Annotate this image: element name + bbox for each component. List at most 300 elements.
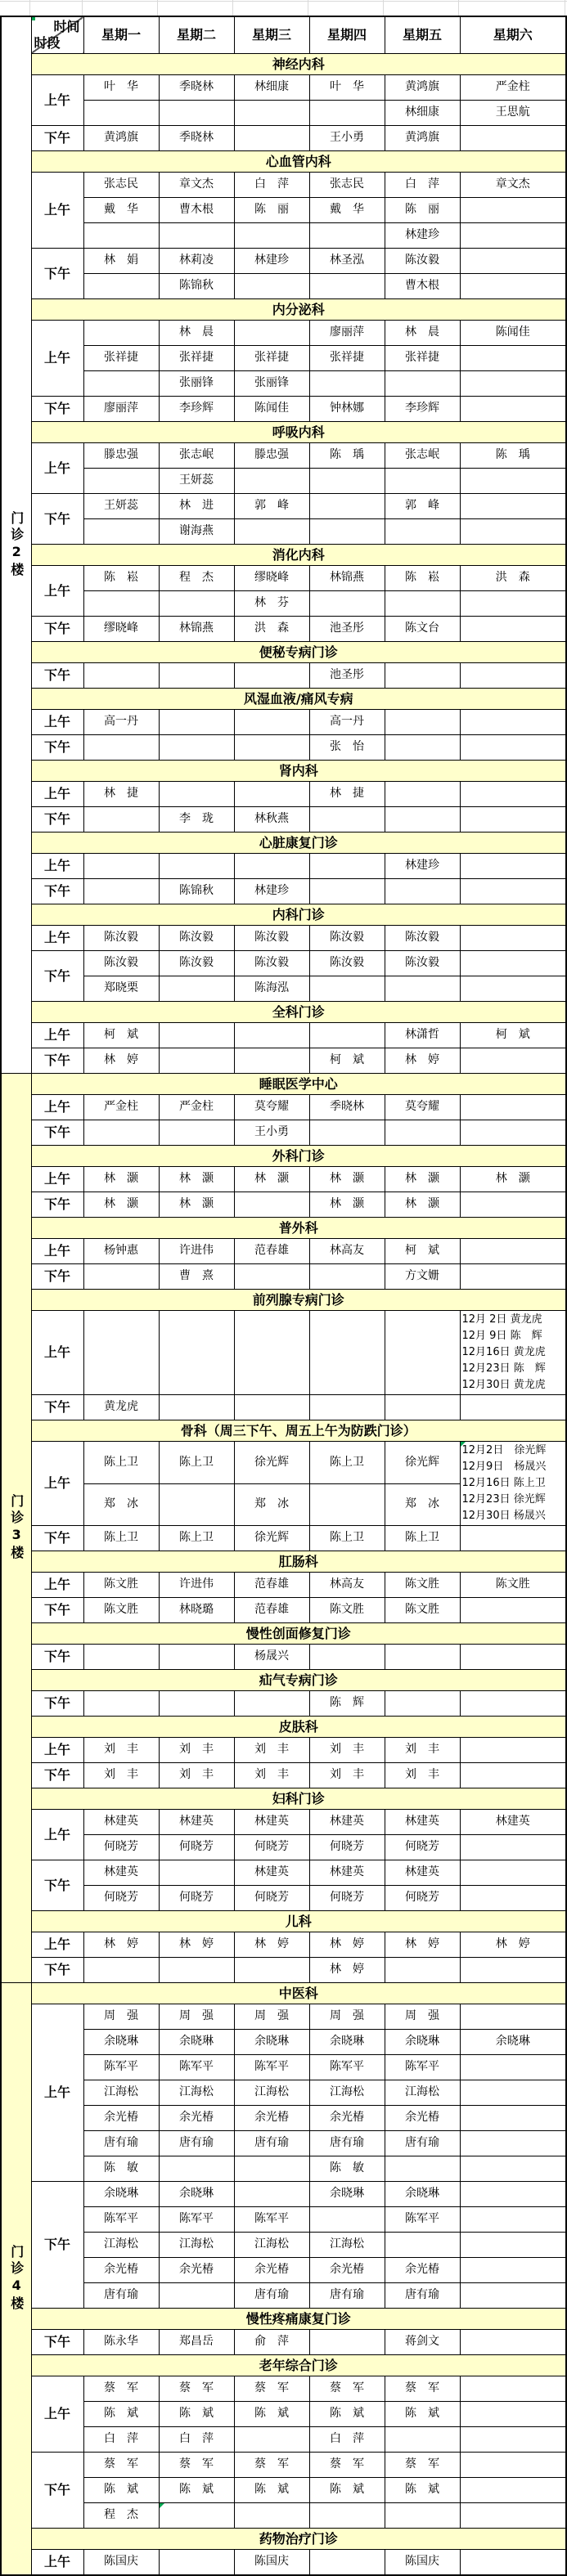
schedule-cell[interactable]: 江海松	[83, 2233, 159, 2258]
schedule-cell[interactable]	[83, 1311, 159, 1395]
time-slot-am[interactable]: 上午	[31, 782, 83, 807]
schedule-cell[interactable]: 陈上卫	[159, 1526, 234, 1551]
schedule-cell[interactable]: 林 婷	[83, 1932, 159, 1958]
schedule-cell[interactable]: 陈汝毅	[83, 926, 159, 951]
schedule-cell[interactable]: 陈汝毅	[385, 951, 460, 976]
schedule-cell[interactable]: 余晓琳	[385, 2030, 460, 2055]
schedule-cell[interactable]: 黄鸿旗	[385, 126, 460, 151]
schedule-cell[interactable]: 高一丹	[309, 710, 385, 735]
schedule-cell[interactable]: 唐有瑜	[309, 2283, 385, 2309]
schedule-cell[interactable]: 林 娟	[83, 249, 159, 274]
schedule-cell[interactable]: 严金柱	[460, 75, 566, 101]
schedule-cell[interactable]	[234, 1264, 309, 1290]
schedule-cell[interactable]	[234, 2156, 309, 2182]
schedule-cell[interactable]: 张 怡	[309, 735, 385, 761]
schedule-cell[interactable]: 陈 斌	[234, 2478, 309, 2503]
schedule-cell[interactable]: 陈文胜	[309, 1598, 385, 1623]
schedule-cell[interactable]	[460, 1395, 566, 1420]
schedule-cell[interactable]: 陈 敏	[83, 2156, 159, 2182]
schedule-cell[interactable]: 林潇哲	[385, 1023, 460, 1048]
schedule-cell[interactable]	[83, 223, 159, 249]
schedule-cell[interactable]: 余晓琳	[460, 2030, 566, 2055]
schedule-cell[interactable]	[460, 274, 566, 299]
schedule-cell[interactable]: 戴 华	[309, 198, 385, 223]
schedule-cell[interactable]: 叶 华	[309, 75, 385, 101]
schedule-cell[interactable]: 蔡 军	[234, 2376, 309, 2402]
schedule-cell[interactable]: 林圣泓	[309, 249, 385, 274]
schedule-cell[interactable]	[159, 1645, 234, 1670]
schedule-cell[interactable]: 周 强	[385, 2004, 460, 2030]
schedule-cell[interactable]	[460, 397, 566, 422]
section-header[interactable]: 神经内科	[31, 54, 566, 75]
schedule-cell[interactable]	[159, 1483, 234, 1526]
section-header[interactable]: 肛肠科	[31, 1551, 566, 1573]
schedule-cell[interactable]	[460, 879, 566, 904]
schedule-cell[interactable]: 陈锦秋	[159, 879, 234, 904]
schedule-cell[interactable]: 陈 敏	[309, 2156, 385, 2182]
schedule-cell[interactable]	[460, 1958, 566, 1983]
schedule-cell[interactable]: 陈 崧	[83, 566, 159, 591]
schedule-cell[interactable]: 余晓琳	[309, 2182, 385, 2207]
schedule-cell[interactable]: 何晓芳	[385, 1886, 460, 1911]
schedule-cell[interactable]: 林 婷	[309, 1958, 385, 1983]
section-header[interactable]: 心血管内科	[31, 151, 566, 173]
section-header[interactable]: 内分泌科	[31, 299, 566, 321]
schedule-cell[interactable]	[460, 126, 566, 151]
doctor-dates-cell[interactable]	[460, 1442, 566, 1526]
schedule-cell[interactable]	[460, 591, 566, 617]
schedule-cell[interactable]	[385, 469, 460, 494]
schedule-cell[interactable]	[460, 1526, 566, 1551]
schedule-cell[interactable]: 莫夸耀	[385, 1095, 460, 1120]
schedule-cell[interactable]	[159, 1311, 234, 1395]
schedule-cell[interactable]: 陈军平	[309, 2055, 385, 2080]
schedule-cell[interactable]: 刘 丰	[385, 1738, 460, 1763]
schedule-cell[interactable]: 陈 斌	[234, 2402, 309, 2427]
schedule-cell[interactable]	[83, 371, 159, 397]
schedule-cell[interactable]: 廖丽萍	[309, 321, 385, 346]
schedule-cell[interactable]: 唐有瑜	[234, 2131, 309, 2156]
schedule-cell[interactable]: 张志岷	[385, 443, 460, 469]
schedule-cell[interactable]	[460, 2376, 566, 2402]
schedule-cell[interactable]	[460, 663, 566, 689]
schedule-cell[interactable]	[460, 494, 566, 519]
schedule-cell[interactable]	[234, 1958, 309, 1983]
schedule-cell[interactable]: 林 灏	[385, 1167, 460, 1192]
schedule-cell[interactable]: 林 晨	[385, 321, 460, 346]
schedule-cell[interactable]	[460, 249, 566, 274]
schedule-cell[interactable]: 陈汝毅	[309, 951, 385, 976]
schedule-cell[interactable]	[234, 663, 309, 689]
schedule-cell[interactable]	[234, 101, 309, 126]
floor-label-3f[interactable]: 门诊3楼	[1, 1074, 31, 1983]
schedule-cell[interactable]: 刘 丰	[159, 1738, 234, 1763]
schedule-cell[interactable]: 何晓芳	[234, 1886, 309, 1911]
schedule-cell[interactable]: 陈汝毅	[159, 951, 234, 976]
schedule-cell[interactable]	[309, 371, 385, 397]
time-slot-pm[interactable]: 下午	[31, 1860, 83, 1911]
schedule-cell[interactable]	[460, 1645, 566, 1670]
schedule-cell[interactable]: 杨钟惠	[83, 1239, 159, 1264]
schedule-cell[interactable]	[83, 807, 159, 832]
schedule-cell[interactable]	[234, 1023, 309, 1048]
section-header[interactable]: 风湿血液/痛风专病	[31, 689, 566, 710]
time-slot-am[interactable]: 上午	[31, 321, 83, 397]
time-slot-pm[interactable]: 下午	[31, 249, 83, 299]
schedule-cell[interactable]	[460, 976, 566, 1002]
schedule-cell[interactable]	[234, 1395, 309, 1420]
time-slot-am[interactable]: 上午	[31, 1932, 83, 1958]
schedule-cell[interactable]: 陈汝毅	[385, 926, 460, 951]
section-header[interactable]: 呼吸内科	[31, 422, 566, 443]
schedule-cell[interactable]	[234, 1192, 309, 1218]
time-slot-am[interactable]: 上午	[31, 1573, 83, 1598]
schedule-cell[interactable]	[460, 2402, 566, 2427]
schedule-cell[interactable]	[460, 782, 566, 807]
schedule-cell[interactable]: 唐有瑜	[83, 2131, 159, 2156]
day-header-6[interactable]: 星期六	[460, 16, 566, 54]
schedule-cell[interactable]: 陈军平	[159, 2055, 234, 2080]
schedule-cell[interactable]: 范春雄	[234, 1239, 309, 1264]
schedule-cell[interactable]: 季晓林	[159, 75, 234, 101]
schedule-cell[interactable]: 林建英	[309, 1860, 385, 1886]
schedule-cell[interactable]: 林建珍	[385, 854, 460, 879]
schedule-cell[interactable]: 郑晓栗	[83, 976, 159, 1002]
schedule-cell[interactable]: 江海松	[309, 2233, 385, 2258]
time-slot-pm[interactable]: 下午	[31, 1691, 83, 1717]
section-header[interactable]: 前列腺专病门诊	[31, 1290, 566, 1311]
schedule-cell[interactable]: 林 芬	[234, 591, 309, 617]
schedule-cell[interactable]: 陈 瑀	[460, 443, 566, 469]
section-header[interactable]: 药物治疗门诊	[31, 2529, 566, 2550]
schedule-cell[interactable]: 陈上卫	[83, 1442, 159, 1484]
schedule-cell[interactable]: 余光椿	[309, 2258, 385, 2283]
schedule-cell[interactable]: 林建珍	[385, 223, 460, 249]
schedule-cell[interactable]	[460, 1192, 566, 1218]
time-slot-pm[interactable]: 下午	[31, 951, 83, 1002]
schedule-cell[interactable]: 林莉凌	[159, 249, 234, 274]
time-slot-am[interactable]: 上午	[31, 1810, 83, 1860]
schedule-cell[interactable]: 张志民	[309, 173, 385, 198]
schedule-cell[interactable]: 陈国庆	[234, 2550, 309, 2576]
time-slot-am[interactable]: 上午	[31, 1311, 83, 1395]
schedule-cell[interactable]: 程 杰	[83, 2503, 159, 2529]
schedule-cell[interactable]	[83, 1958, 159, 1983]
time-slot-am[interactable]: 上午	[31, 926, 83, 951]
schedule-cell[interactable]: 陈汝毅	[385, 249, 460, 274]
section-header[interactable]: 慢性疼痛康复门诊	[31, 2309, 566, 2330]
schedule-cell[interactable]: 林 灏	[385, 1192, 460, 1218]
schedule-cell[interactable]	[460, 2427, 566, 2453]
schedule-cell[interactable]: 陈 斌	[309, 2402, 385, 2427]
schedule-cell[interactable]: 林 婷	[460, 1932, 566, 1958]
schedule-cell[interactable]: 林建英	[159, 1810, 234, 1835]
schedule-cell[interactable]	[83, 274, 159, 299]
schedule-cell[interactable]	[309, 1395, 385, 1420]
schedule-cell[interactable]: 蒋剑文	[385, 2330, 460, 2355]
schedule-cell[interactable]: 程 杰	[159, 566, 234, 591]
schedule-cell[interactable]	[159, 223, 234, 249]
schedule-cell[interactable]	[159, 2283, 234, 2309]
schedule-cell[interactable]: 蔡 军	[83, 2453, 159, 2478]
day-header-2[interactable]: 星期二	[159, 16, 234, 54]
schedule-cell[interactable]: 曹木根	[159, 198, 234, 223]
schedule-cell[interactable]	[460, 2131, 566, 2156]
schedule-cell[interactable]: 陈军平	[385, 2207, 460, 2233]
schedule-cell[interactable]	[460, 1239, 566, 1264]
schedule-cell[interactable]: 李珍辉	[385, 397, 460, 422]
schedule-cell[interactable]	[385, 1120, 460, 1146]
schedule-cell[interactable]: 林 婷	[385, 1932, 460, 1958]
schedule-cell[interactable]: 余晓琳	[159, 2182, 234, 2207]
schedule-cell[interactable]: 刘 丰	[83, 1738, 159, 1763]
schedule-cell[interactable]	[460, 2233, 566, 2258]
schedule-cell[interactable]: 柯 斌	[385, 1239, 460, 1264]
schedule-cell[interactable]	[309, 2503, 385, 2529]
schedule-cell[interactable]: 陈上卫	[159, 1442, 234, 1484]
schedule-cell[interactable]: 陈锦秋	[159, 274, 234, 299]
schedule-cell[interactable]: 白 萍	[234, 173, 309, 198]
schedule-cell[interactable]: 余光椿	[234, 2106, 309, 2131]
schedule-cell[interactable]	[159, 710, 234, 735]
schedule-cell[interactable]	[460, 1763, 566, 1788]
schedule-cell[interactable]: 余光椿	[159, 2258, 234, 2283]
schedule-cell[interactable]: 陈汝毅	[234, 951, 309, 976]
schedule-cell[interactable]: 张祥捷	[309, 346, 385, 371]
schedule-cell[interactable]	[460, 951, 566, 976]
schedule-cell[interactable]	[460, 346, 566, 371]
schedule-cell[interactable]: 柯 斌	[83, 1023, 159, 1048]
schedule-cell[interactable]: 白 萍	[83, 2427, 159, 2453]
schedule-cell[interactable]: 李 珑	[159, 807, 234, 832]
schedule-cell[interactable]: 林锦燕	[309, 566, 385, 591]
schedule-cell[interactable]: 王妍蕊	[83, 494, 159, 519]
schedule-cell[interactable]	[460, 469, 566, 494]
section-header[interactable]: 心脏康复门诊	[31, 832, 566, 854]
schedule-cell[interactable]: 严金柱	[83, 1095, 159, 1120]
schedule-cell[interactable]: 李珍辉	[159, 397, 234, 422]
schedule-cell[interactable]	[460, 1598, 566, 1623]
schedule-cell[interactable]	[83, 854, 159, 879]
schedule-cell[interactable]	[385, 1395, 460, 1420]
schedule-cell[interactable]: 蔡 军	[385, 2376, 460, 2402]
schedule-cell[interactable]: 江海松	[159, 2080, 234, 2106]
schedule-cell[interactable]: 何晓芳	[234, 1835, 309, 1860]
schedule-cell[interactable]: 黄鸿旗	[83, 126, 159, 151]
time-slot-pm[interactable]: 下午	[31, 1192, 83, 1218]
schedule-cell[interactable]: 陈 斌	[83, 2402, 159, 2427]
schedule-cell[interactable]: 余晓琳	[234, 2030, 309, 2055]
schedule-cell[interactable]	[385, 591, 460, 617]
time-slot-pm[interactable]: 下午	[31, 1598, 83, 1623]
schedule-cell[interactable]	[460, 1120, 566, 1146]
schedule-cell[interactable]: 蔡 军	[159, 2453, 234, 2478]
time-slot-am[interactable]: 上午	[31, 1442, 83, 1526]
time-slot-pm[interactable]: 下午	[31, 126, 83, 151]
schedule-cell[interactable]	[385, 807, 460, 832]
time-slot-pm[interactable]: 下午	[31, 1645, 83, 1670]
schedule-cell[interactable]	[234, 854, 309, 879]
schedule-cell[interactable]: 陈文胜	[385, 1598, 460, 1623]
schedule-cell[interactable]: 何晓芳	[385, 1835, 460, 1860]
schedule-cell[interactable]	[159, 591, 234, 617]
schedule-cell[interactable]	[234, 469, 309, 494]
schedule-cell[interactable]: 陈军平	[83, 2055, 159, 2080]
time-slot-am[interactable]: 上午	[31, 1239, 83, 1264]
schedule-cell[interactable]: 江海松	[385, 2080, 460, 2106]
schedule-cell[interactable]: 柯 斌	[309, 1048, 385, 1074]
schedule-cell[interactable]: 张祥捷	[159, 346, 234, 371]
schedule-cell[interactable]: 陈海泓	[234, 976, 309, 1002]
schedule-cell[interactable]	[234, 2503, 309, 2529]
schedule-cell[interactable]: 林 灏	[83, 1192, 159, 1218]
time-slot-am[interactable]: 上午	[31, 566, 83, 617]
schedule-cell[interactable]: 郭 峰	[385, 494, 460, 519]
time-slot-am[interactable]: 上午	[31, 2550, 83, 2576]
schedule-cell[interactable]: 王小勇	[234, 1120, 309, 1146]
schedule-cell[interactable]	[460, 1860, 566, 1886]
schedule-cell[interactable]: 林秋燕	[234, 807, 309, 832]
schedule-cell[interactable]: 白 萍	[309, 2427, 385, 2453]
doctor-dates-cell[interactable]	[460, 1311, 566, 1395]
schedule-cell[interactable]: 余晓琳	[385, 2182, 460, 2207]
schedule-cell[interactable]: 白 萍	[159, 2427, 234, 2453]
time-slot-pm[interactable]: 下午	[31, 397, 83, 422]
section-header[interactable]: 疝气专病门诊	[31, 1670, 566, 1691]
schedule-cell[interactable]	[83, 879, 159, 904]
schedule-cell[interactable]: 许进伟	[159, 1573, 234, 1598]
schedule-cell[interactable]: 唐有瑜	[234, 2283, 309, 2309]
schedule-cell[interactable]	[234, 274, 309, 299]
schedule-cell[interactable]: 林 婷	[83, 1048, 159, 1074]
schedule-cell[interactable]: 林 灏	[83, 1167, 159, 1192]
time-slot-pm[interactable]: 下午	[31, 735, 83, 761]
time-slot-am[interactable]: 上午	[31, 710, 83, 735]
schedule-cell[interactable]	[385, 663, 460, 689]
schedule-cell[interactable]: 莫夸耀	[234, 1095, 309, 1120]
schedule-cell[interactable]	[460, 2106, 566, 2131]
schedule-cell[interactable]: 范春雄	[234, 1598, 309, 1623]
day-header-3[interactable]: 星期三	[234, 16, 309, 54]
schedule-cell[interactable]	[234, 321, 309, 346]
section-header[interactable]: 消化内科	[31, 545, 566, 566]
schedule-cell[interactable]	[460, 2182, 566, 2207]
schedule-cell[interactable]	[460, 2080, 566, 2106]
schedule-cell[interactable]	[309, 1023, 385, 1048]
schedule-cell[interactable]: 周 强	[234, 2004, 309, 2030]
schedule-cell[interactable]	[159, 976, 234, 1002]
schedule-cell[interactable]: 刘 丰	[234, 1738, 309, 1763]
schedule-cell[interactable]	[309, 854, 385, 879]
schedule-cell[interactable]: 季晓林	[159, 126, 234, 151]
schedule-cell[interactable]: 余光椿	[159, 2106, 234, 2131]
schedule-cell[interactable]: 章文杰	[159, 173, 234, 198]
schedule-cell[interactable]: 周 强	[309, 2004, 385, 2030]
schedule-cell[interactable]: 江海松	[234, 2080, 309, 2106]
schedule-cell[interactable]: 蔡 军	[309, 2376, 385, 2402]
schedule-cell[interactable]	[385, 1645, 460, 1670]
schedule-cell[interactable]	[234, 710, 309, 735]
schedule-cell[interactable]	[159, 2503, 234, 2529]
schedule-cell[interactable]	[460, 2004, 566, 2030]
schedule-cell[interactable]: 林 灏	[159, 1192, 234, 1218]
time-slot-am[interactable]: 上午	[31, 1095, 83, 1120]
schedule-cell[interactable]	[460, 519, 566, 545]
schedule-cell[interactable]: 洪 森	[460, 566, 566, 591]
schedule-cell[interactable]	[83, 1645, 159, 1670]
schedule-cell[interactable]: 季晓林	[309, 1095, 385, 1120]
schedule-cell[interactable]: 林 灏	[309, 1192, 385, 1218]
schedule-cell[interactable]: 张丽锋	[234, 371, 309, 397]
schedule-cell[interactable]: 陈 斌	[159, 2478, 234, 2503]
schedule-cell[interactable]: 杨晟兴	[234, 1645, 309, 1670]
schedule-cell[interactable]	[309, 879, 385, 904]
schedule-cell[interactable]: 刘 丰	[309, 1738, 385, 1763]
schedule-cell[interactable]: 滕忠强	[234, 443, 309, 469]
schedule-cell[interactable]	[159, 101, 234, 126]
schedule-cell[interactable]	[309, 591, 385, 617]
section-header[interactable]: 肾内科	[31, 761, 566, 782]
schedule-cell[interactable]	[460, 926, 566, 951]
floor-label-2f[interactable]: 门诊2楼	[1, 16, 31, 1074]
day-header-1[interactable]: 星期一	[83, 16, 159, 54]
schedule-cell[interactable]	[309, 1311, 385, 1395]
schedule-cell[interactable]: 林 婷	[159, 1932, 234, 1958]
schedule-cell[interactable]: 林锦燕	[159, 617, 234, 642]
schedule-cell[interactable]	[385, 371, 460, 397]
schedule-cell[interactable]: 林 捷	[309, 782, 385, 807]
schedule-cell[interactable]: 陈文胜	[83, 1598, 159, 1623]
schedule-cell[interactable]	[234, 1048, 309, 1074]
schedule-cell[interactable]	[460, 2156, 566, 2182]
time-slot-am[interactable]: 上午	[31, 173, 83, 249]
schedule-cell[interactable]	[460, 1095, 566, 1120]
schedule-cell[interactable]: 林高友	[309, 1573, 385, 1598]
schedule-cell[interactable]: 陈上卫	[309, 1526, 385, 1551]
schedule-cell[interactable]: 张丽锋	[159, 371, 234, 397]
schedule-cell[interactable]	[460, 223, 566, 249]
schedule-cell[interactable]	[234, 1691, 309, 1717]
section-header[interactable]: 儿科	[31, 1911, 566, 1932]
schedule-cell[interactable]: 缪晓峰	[234, 566, 309, 591]
schedule-cell[interactable]: 陈军平	[159, 2207, 234, 2233]
schedule-cell[interactable]: 何晓芳	[159, 1886, 234, 1911]
schedule-cell[interactable]: 徐光辉	[234, 1442, 309, 1484]
schedule-cell[interactable]: 张祥捷	[83, 346, 159, 371]
schedule-cell[interactable]	[234, 782, 309, 807]
schedule-cell[interactable]: 陈汝毅	[309, 926, 385, 951]
schedule-cell[interactable]	[385, 710, 460, 735]
schedule-cell[interactable]	[385, 782, 460, 807]
schedule-cell[interactable]	[234, 1311, 309, 1395]
schedule-cell[interactable]: 林高友	[309, 1239, 385, 1264]
schedule-cell[interactable]	[83, 663, 159, 689]
schedule-cell[interactable]	[83, 519, 159, 545]
section-header[interactable]: 老年综合门诊	[31, 2355, 566, 2376]
schedule-cell[interactable]: 许进伟	[159, 1239, 234, 1264]
time-slot-pm[interactable]: 下午	[31, 2330, 83, 2355]
schedule-cell[interactable]	[460, 617, 566, 642]
schedule-cell[interactable]: 林 进	[159, 494, 234, 519]
schedule-cell[interactable]: 钟林娜	[309, 397, 385, 422]
schedule-cell[interactable]	[385, 1958, 460, 1983]
schedule-cell[interactable]: 何晓芳	[159, 1835, 234, 1860]
schedule-cell[interactable]: 池圣彤	[309, 663, 385, 689]
schedule-cell[interactable]: 余光椿	[309, 2106, 385, 2131]
schedule-cell[interactable]: 唐有瑜	[83, 2283, 159, 2309]
schedule-cell[interactable]	[83, 101, 159, 126]
schedule-cell[interactable]	[309, 274, 385, 299]
